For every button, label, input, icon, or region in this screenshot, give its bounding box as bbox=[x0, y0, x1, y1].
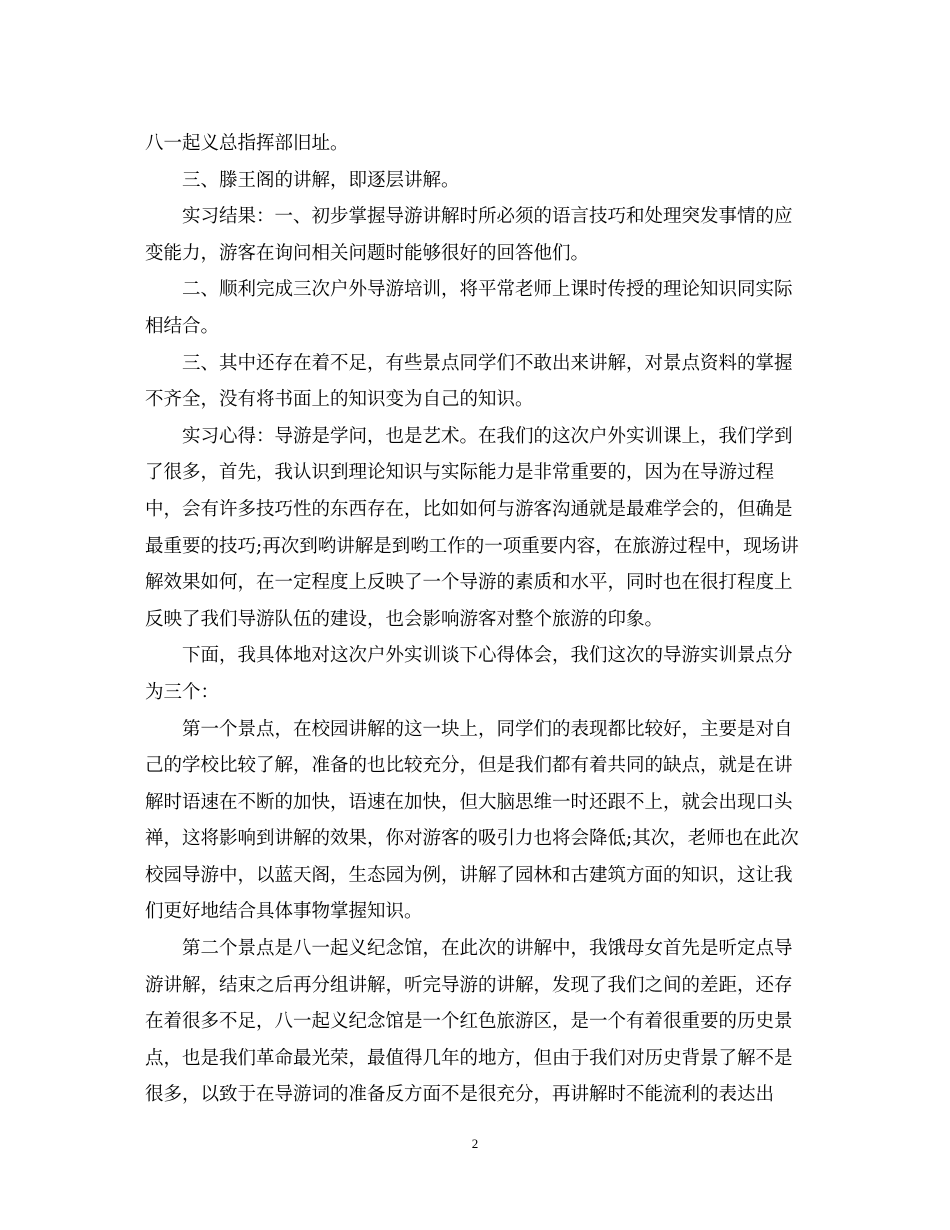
text-line: 第一个景点，在校园讲解的这一块上，同学们的表现都比较好，主要是对自 bbox=[182, 718, 793, 740]
text-line: 三、其中还存在着不足，有些景点同学们不敢出来讲解，对景点资料的掌握 bbox=[182, 352, 793, 374]
page-number: 2 bbox=[471, 1136, 479, 1151]
text-line: 二、顺利完成三次户外导游培训，将平常老师上课时传授的理论知识同实际 bbox=[182, 279, 793, 301]
text-line: 很多，以致于在导游词的准备反方面不是很充分，再讲解时不能流利的表达出 bbox=[145, 1084, 775, 1106]
text-line: 不齐全，没有将书面上的知识变为自己的知识。 bbox=[145, 389, 534, 411]
document-body bbox=[145, 126, 807, 1114]
text-line: 在着很多不足，八一起义纪念馆是一个红色旅游区，是一个有着很重要的历史景 bbox=[145, 1011, 793, 1033]
text-line: 实习结果：一、初步掌握导游讲解时所必须的语言技巧和处理突发事情的应 bbox=[182, 206, 793, 228]
text-line: 点，也是我们革命最光荣，最值得几年的地方，但由于我们对历史背景了解不是 bbox=[145, 1047, 793, 1069]
text-line: 己的学校比较了解，准备的也比较充分，但是我们都有着共同的缺点，就是在讲 bbox=[145, 755, 793, 777]
text-line: 第二个景点是八一起义纪念馆，在此次的讲解中，我饿母女首先是听定点导 bbox=[182, 938, 793, 960]
text-line: 中，会有许多技巧性的东西存在，比如如何与游客沟通就是最难学会的，但确是 bbox=[145, 498, 793, 520]
text-line: 下面，我具体地对这次户外实训谈下心得体会，我们这次的导游实训景点分 bbox=[182, 645, 793, 667]
text-line: 解效果如何，在一定程度上反映了一个导游的素质和水平，同时也在很打程度上 bbox=[145, 572, 793, 594]
text-line: 八一起义总指挥部旧址。 bbox=[145, 133, 349, 154]
text-line: 变能力，游客在询问相关问题时能够很好的回答他们。 bbox=[145, 242, 590, 264]
text-line: 三、滕王阁的讲解，即逐层讲解。 bbox=[182, 169, 460, 191]
text-line: 解时语速在不断的加快，语速在加快，但大脑思维一时还跟不上，就会出现口头 bbox=[145, 791, 793, 813]
text-line: 实习心得：导游是学问，也是艺术。在我们的这次户外实训课上，我们学到 bbox=[182, 425, 793, 447]
text-line: 禅，这将影响到讲解的效果，你对游客的吸引力也将会降低;其次，老师也在此次 bbox=[145, 828, 799, 850]
text-line: 们更好地结合具体事物掌握知识。 bbox=[145, 901, 423, 923]
text-line: 相结合。 bbox=[145, 315, 220, 337]
text-line: 了很多，首先，我认识到理论知识与实际能力是非常重要的，因为在导游过程 bbox=[145, 462, 775, 484]
text-line: 为三个： bbox=[145, 681, 220, 703]
text-line: 校园导游中，以蓝天阁，生态园为例，讲解了园林和古建筑方面的知识，这让我 bbox=[145, 864, 793, 886]
text-line: 反映了我们导游队伍的建设，也会影响游客对整个旅游的印象。 bbox=[145, 608, 664, 630]
text-line: 最重要的技巧;再次到哟讲解是到哟工作的一项重要内容，在旅游过程中，现场讲 bbox=[145, 535, 799, 557]
text-line: 游讲解，结束之后再分组讲解，听完导游的讲解，发现了我们之间的差距，还存 bbox=[145, 974, 793, 996]
